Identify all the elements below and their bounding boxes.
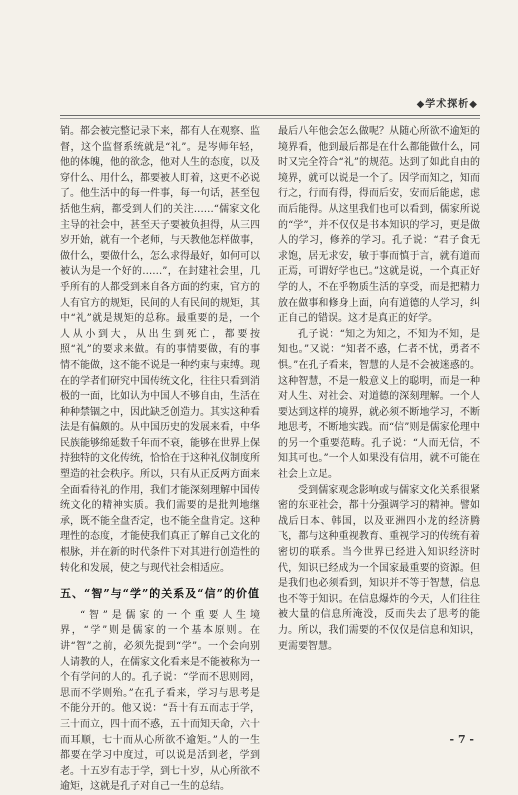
right-paragraph-3: 受到儒家观念影响或与儒家文化关系很紧密的东亚社会，都十分强调学习的精神。譬如战后日本、韩国，以及亚洲四小龙的经济腾飞，都与这种重视教育、重视学习的传统有着密切的联系。当今世界已经进入知识经济时代，知识已经成为一个国家最重要的资源。但是我们也必须看到，知识并不等于智慧，信息也不等于知识。在信息爆炸的今天，人们往往被大量的信息所淹没，反而失去了思考的能力。所以，我们需要的不仅仅是信息和知识，更需要智慧。: [278, 484, 480, 652]
header-rule-thin: [60, 118, 480, 119]
header-rule: [60, 115, 480, 116]
right-paragraph-2: 孔子说：“知之为知之，不知为不知，是知也。”又说：“知者不惑，仁者不忧，勇者不惧。”在孔子看来，智慧的人是不会被迷惑的。这种智慧，不是一般意义上的聪明，而是一种对人生、对社会、对道德的深刻理解。一个人要达到这样的境界，就必须不断地学习，不断地思考，不断地实践。而“信”则是儒家伦理中的另一个重要范畴。孔子说：“人而无信，不知其可也。”一个人如果没有信用，就不可能在社会上立足。: [278, 328, 480, 481]
left-paragraph-1: 销。都会被完整记录下来，都有人在观察、监督，这个监督系统就是“礼”。是岑师年轻，他的体魄，他的欲念，他对人生的态度，以及穿什么、用什么，都要被人盯着，这更不必说了。他生活中的每一件事，每一句话，甚至包括他生病，都受到人们的关注……“儒家文化主导的社会中，甚至天子要被负担得，从三四岁开始，就有一个老师，与天教他怎样做事，做什么，要做什么，怎么求得最好，如何可以被认为是一个好的……”，在封建社会里，几乎所有的人都受到来自各方面的约束，官方的人有官方的规矩，民间的人有民间的规矩，其中“礼”就是规矩的总称。最重要的是，一个人从小到大，从出生到死亡，都要按照“礼”的要求来做。有的事情要做，有的事情不能做，这不能不说是一种约束与束缚。现在的学者们研究中国传统文化，往往只看到消极的一面，比如认为中国人不够自由，生活在种种禁锢之中，因此缺乏创造力。其实这种看法是有偏颇的。从中国历史的发展来看，中华民族能够绵延数千年而不衰，能够在世界上保持独特的文化传统，恰恰在于这种礼仪制度所塑造的社会秩序。所以，只有从正反两方面来全面看待礼的作用，我们才能深刻理解中国传统文化的精神实质。我们需要的是批判地继承，既不能全盘否定，也不能全盘肯定。这种理性的态度，才能使我们真正了解自己文化的根脉，并在新的时代条件下对其进行创造性的转化和发展，使之与现代社会相适应。: [60, 126, 260, 574]
running-header: ◆学术探析◆: [416, 99, 478, 110]
left-paragraph-2: “智”是儒家的一个重要人生境界，“学”则是儒家的一个基本原则。在讲“智”之前，必须先提到“学”。一个会向别人请教的人，在儒家文化看来是不能被称为一个有学问的人的。孔子说：“学而不思则罔，思而不学则殆。”在孔子看来，学习与思考是不能分开的。他又说：“吾十有五而志于学，三十而立，四十而不惑，五十而知天命，六十而耳顺，七十而从心所欲不逾矩。”人的一生都要在学习中度过，可以说是活到老，学到老。十五岁有志于学，到七十岁，从心所欲不逾矩，这就是孔子对自己一生的总结。: [60, 609, 260, 793]
page-number: - 7 -: [449, 733, 474, 746]
left-column: [60, 124, 260, 793]
section-heading: 五、“智”与“学”的关系及“信”的价值: [60, 587, 260, 601]
right-paragraph-1: 最后八年他会怎么做呢？从随心所欲不逾矩的境界看，他到最后都是在什么都能做什么，同时又完全符合“礼”的规范。达到了如此自由的境界，就可以说是一个了。因学而知之，知而行之，行而有得，得而后安，安而后能虑，虑而后能得。从这里我们也可以看到，儒家所说的“学”，并不仅仅是书本知识的学习，更是做人的学习，修养的学习。孔子说：“君子食无求饱，居无求安，敏于事而慎于言，就有道而正焉，可谓好学也已。”这就是说，一个真正好学的人，不在乎物质生活的享受，而是把精力放在做事和修身上面，向有道德的人学习，纠正自己的错误。这才是真正的好学。: [278, 126, 480, 325]
right-column: [278, 124, 480, 744]
